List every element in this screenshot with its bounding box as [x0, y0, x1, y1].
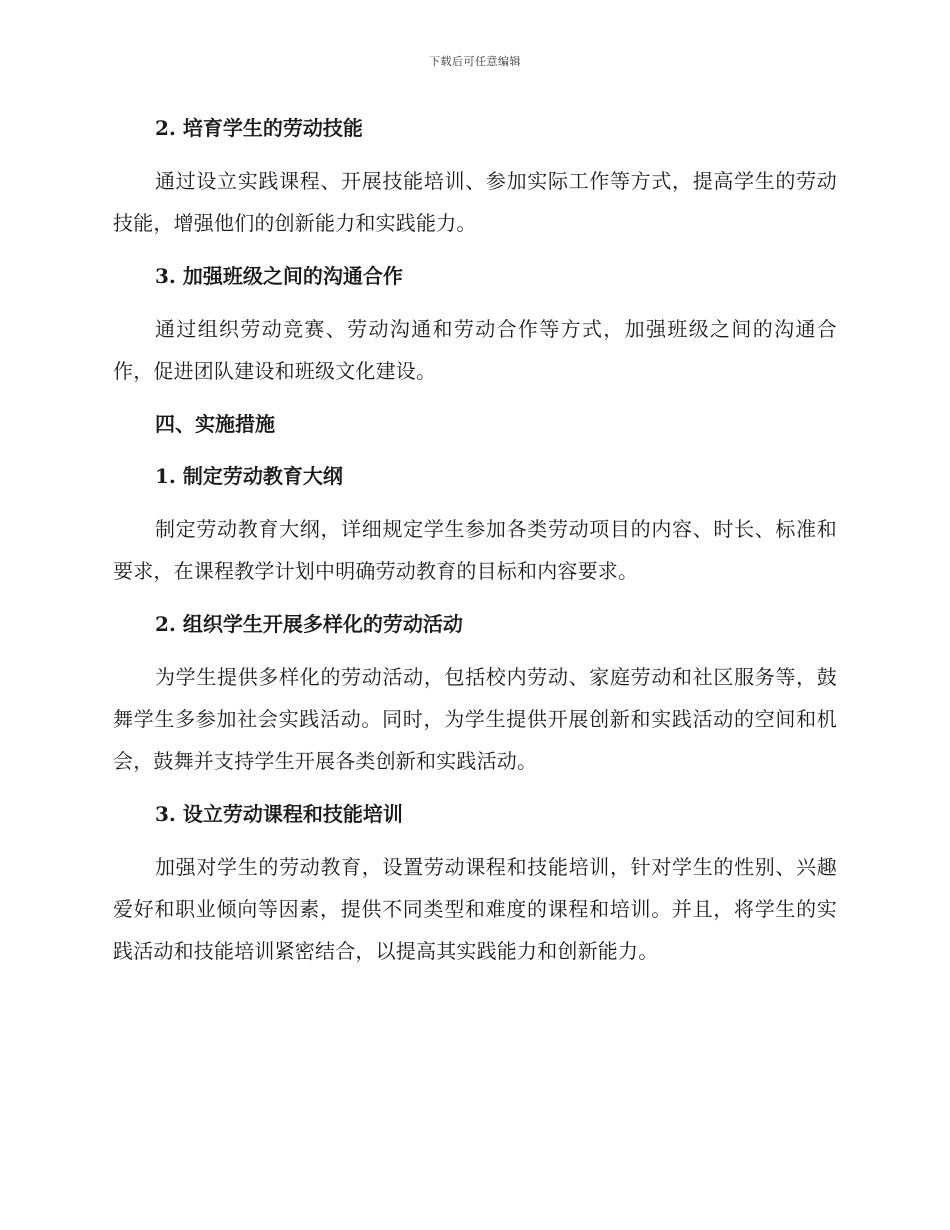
- section-heading-cooperation: 3. 加强班级之间的沟通合作: [155, 264, 403, 288]
- paragraph-skills: 通过设立实践课程、开展技能培训、参加实际工作等方式，提高学生的劳动技能，增强他们的创新能力和实践能力。: [113, 169, 837, 235]
- section-heading-skills: 2. 培育学生的劳动技能: [155, 116, 363, 140]
- paragraph-courses: 加强对学生的劳动教育，设置劳动课程和技能培训，针对学生的性别、兴趣爱好和职业倾向等因素，提供不同类型和难度的课程和培训。并且，将学生的实践活动和技能培训紧密结合，以提高其实践能力和创新能力。: [113, 855, 837, 963]
- section-heading-activities: 2. 组织学生开展多样化的劳动活动: [155, 612, 463, 636]
- section-heading-outline: 1. 制定劳动教育大纲: [155, 464, 343, 488]
- chapter-heading-measures: 四、实施措施: [155, 412, 275, 436]
- document-body: [113, 108, 837, 984]
- paragraph-cooperation: 通过组织劳动竞赛、劳动沟通和劳动合作等方式，加强班级之间的沟通合作，促进团队建设和班级文化建设。: [113, 317, 837, 383]
- paragraph-activities: 为学生提供多样化的劳动活动，包括校内劳动、家庭劳动和社区服务等，鼓舞学生多参加社会实践活动。同时，为学生提供开展创新和实践活动的空间和机会，鼓舞并支持学生开展各类创新和实践活动。: [113, 665, 837, 773]
- section-heading-courses: 3. 设立劳动课程和技能培训: [155, 802, 403, 826]
- paragraph-outline: 制定劳动教育大纲，详细规定学生参加各类劳动项目的内容、时长、标准和要求，在课程教学计划中明确劳动教育的目标和内容要求。: [113, 517, 837, 583]
- header-note: 下载后可任意编辑: [429, 55, 521, 68]
